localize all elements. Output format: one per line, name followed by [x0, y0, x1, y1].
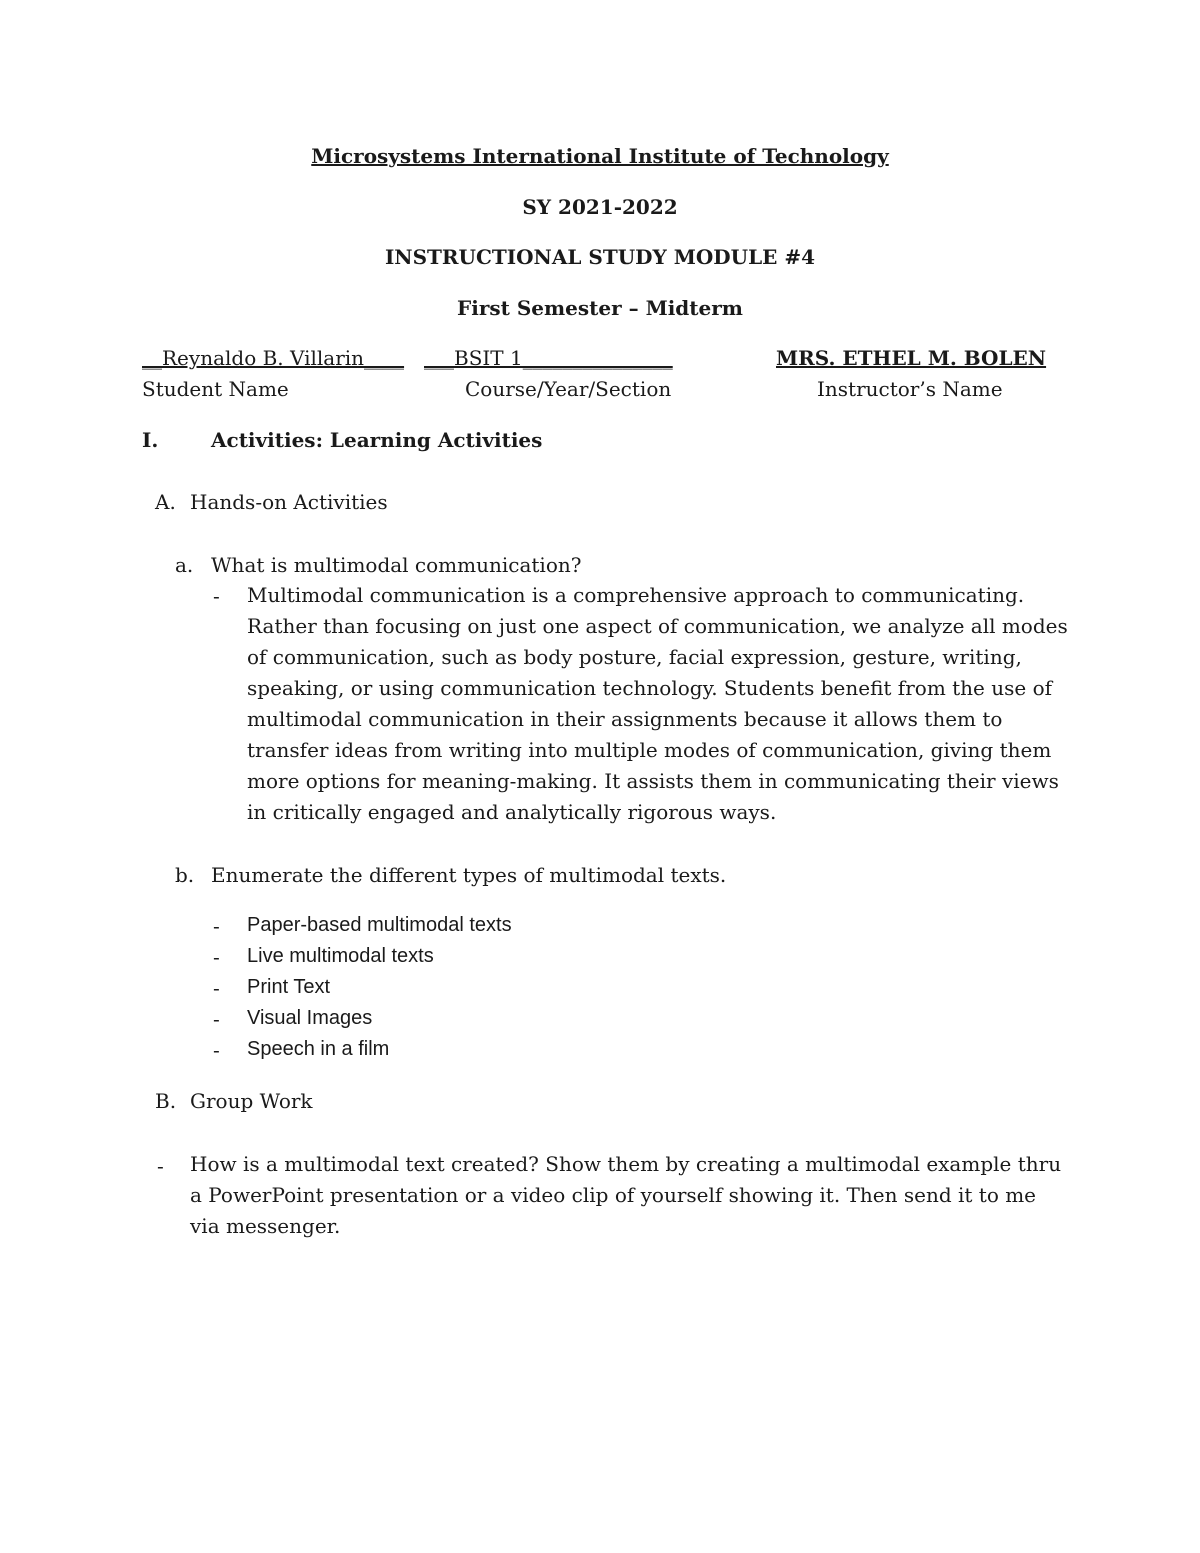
part-a-title: Hands-on Activities	[190, 490, 388, 514]
section-number: I.	[142, 428, 159, 452]
answer-a-dash: -	[213, 584, 220, 608]
course-label: Course/Year/Section	[465, 377, 672, 401]
term-title: First Semester – Midterm	[457, 296, 743, 320]
institution-title: Microsystems International Institute of Technology	[311, 144, 889, 168]
answer-a-paragraph: Multimodal communication is a comprehensive approach to communicating. Rather than focusing on just one aspect of communication, we analyze all modes of communication, such as body posture, facial expression, gesture, writing, speaking, or using communication technology. Students benefit from the use of multimodal communication in their assignments because it allows them to transfer ideas from writing into multiple modes of communication, giving them more options for meaning-making. It assists them in communicating their views in critically engaged and analytically rigorous ways.	[247, 583, 1068, 824]
part-b-title: Group Work	[190, 1089, 313, 1113]
part-b-dash: -	[157, 1154, 164, 1178]
module-title: INSTRUCTIONAL STUDY MODULE #4	[384, 245, 816, 269]
list-item-dash: -	[213, 1007, 220, 1031]
instructor-label: Instructor’s Name	[817, 377, 1003, 401]
question-b-letter: b.	[175, 863, 195, 887]
course-value: ___BSIT 1_______________	[424, 346, 673, 370]
list-item: Print Text	[247, 976, 330, 998]
part-b-paragraph: How is a multimodal text created? Show them by creating a multimodal example thru a PowerPoint presentation or a video clip of yourself showing it. Then send it to me via messenger.	[190, 1152, 1062, 1238]
list-item: Paper-based multimodal texts	[247, 914, 512, 936]
part-a-letter: A.	[155, 490, 176, 514]
list-item: Visual Images	[247, 1007, 373, 1029]
question-a-letter: a.	[175, 553, 194, 577]
list-item-dash: -	[213, 945, 220, 969]
list-item: Live multimodal texts	[247, 945, 434, 967]
list-item-dash: -	[213, 914, 220, 938]
question-b: Enumerate the different types of multimodal texts.	[211, 863, 727, 887]
part-b-letter: B.	[155, 1089, 177, 1113]
student-name-value: __Reynaldo B. Villarin____	[142, 346, 405, 370]
section-title: Activities: Learning Activities	[211, 428, 543, 452]
instructor-value: MRS. ETHEL M. BOLEN	[776, 346, 1047, 370]
question-a: What is multimodal communication?	[211, 553, 582, 577]
list-item-dash: -	[213, 1038, 220, 1062]
list-item-dash: -	[213, 976, 220, 1000]
student-name-label: Student Name	[142, 377, 289, 401]
list-item: Speech in a film	[247, 1038, 390, 1060]
school-year: SY 2021-2022	[522, 195, 678, 219]
